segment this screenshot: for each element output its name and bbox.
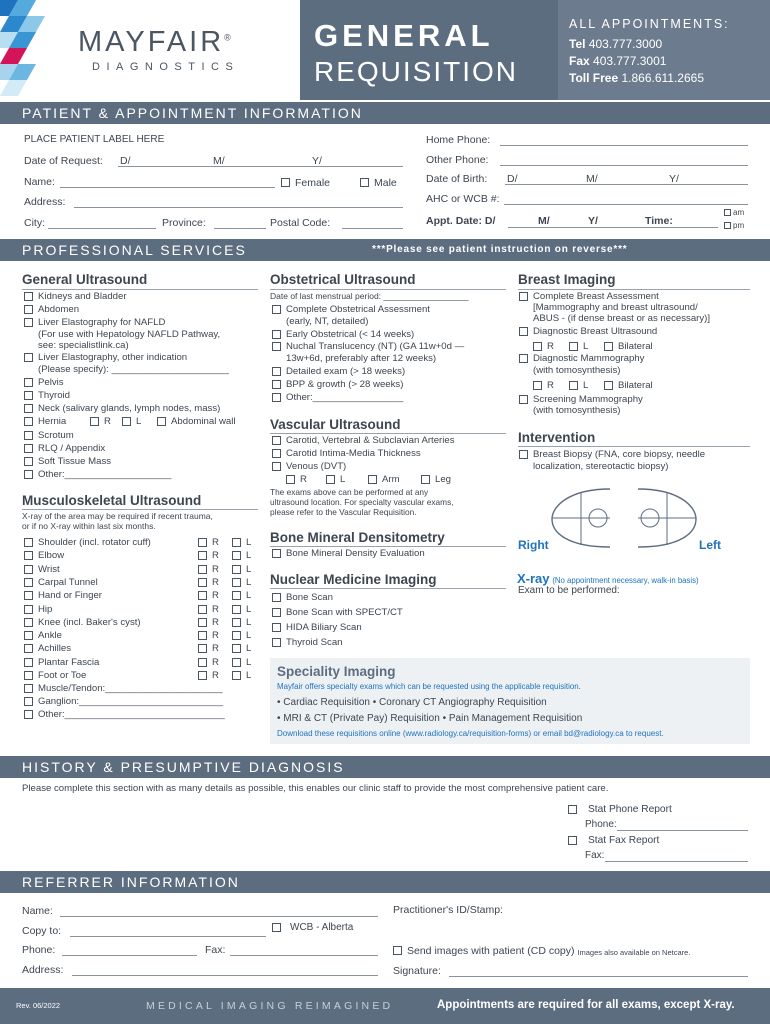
nuchal[interactable]: Nuchal Translucency (NT) (GA 11w+0d — xyxy=(272,341,464,353)
wcb-alberta[interactable]: WCB - Alberta xyxy=(272,922,353,934)
msk-item-l[interactable]: L xyxy=(232,604,251,616)
msk-item[interactable]: Ankle xyxy=(24,630,62,642)
screening-tomo: (with tomosynthesis) xyxy=(533,405,621,416)
hernia-l-checkbox[interactable] xyxy=(122,417,131,426)
early-obstetrical-checkbox[interactable] xyxy=(272,330,281,339)
pelvis[interactable]: Pelvis xyxy=(24,377,64,389)
stat-fax[interactable]: Stat Fax Report xyxy=(568,835,659,847)
breast-biopsy-sub: localization, stereotactic biopsy) xyxy=(533,461,669,472)
bone-scan-checkbox[interactable] xyxy=(272,593,281,602)
place-label: PLACE PATIENT LABEL HERE xyxy=(24,134,165,145)
msk-item-checkbox[interactable] xyxy=(24,671,33,680)
msk-item-l[interactable]: L xyxy=(232,630,251,642)
ref-fax-field[interactable] xyxy=(230,955,378,956)
appt-m: M/ xyxy=(538,215,550,227)
history-text: Please complete this section with as many details as possible, this enables our clinic staff to provide the most comprehensive patient care. xyxy=(22,783,609,794)
venous-r[interactable]: R xyxy=(286,474,307,486)
tel: Tel 403.777.3000 xyxy=(569,37,663,51)
liver-nafld-checkbox[interactable] xyxy=(24,318,33,327)
msk-item-r[interactable]: R xyxy=(198,577,219,589)
screening-mammo[interactable]: Screening Mammography xyxy=(519,394,643,406)
appointments-note: Appointments are required for all exams, except X-ray. xyxy=(437,999,735,1011)
pm-option[interactable]: pm xyxy=(724,221,744,230)
stat-phone-label: Phone: xyxy=(585,819,617,830)
complete-breast-note2: ABUS - (if dense breast or as necessary)] xyxy=(533,313,711,324)
vascular-note2: ultrasound location. For specialty vascular exams, xyxy=(270,497,454,507)
title-requisition: REQUISITION xyxy=(314,56,519,87)
abdominal-wall[interactable]: Abdominal wall xyxy=(157,416,236,428)
history-field[interactable] xyxy=(22,798,562,864)
msk-item[interactable]: Hip xyxy=(24,604,52,616)
date-y: Y/ xyxy=(312,155,322,167)
diag-mammo-bilateral[interactable]: Bilateral xyxy=(604,380,653,392)
msk-l-checkbox[interactable] xyxy=(232,565,241,574)
msk-l-checkbox[interactable] xyxy=(232,631,241,640)
please-specify[interactable]: (Please specify): ______________________ xyxy=(38,364,229,375)
postal-label: Postal Code: xyxy=(270,217,331,229)
address-field[interactable] xyxy=(74,207,403,208)
ahc-label: AHC or WCB #: xyxy=(426,193,500,205)
stat-fax-label: Fax: xyxy=(585,850,605,861)
carotid-vertebral[interactable]: Carotid, Vertebral & Subclavian Arteries xyxy=(272,435,455,447)
bone-spect-checkbox[interactable] xyxy=(272,608,281,617)
hernia-checkbox[interactable] xyxy=(24,417,33,426)
msk-l-checkbox[interactable] xyxy=(232,605,241,614)
thyroid-scan[interactable]: Thyroid Scan xyxy=(272,637,343,649)
kidneys-checkbox[interactable] xyxy=(24,292,33,301)
msk-r-checkbox[interactable] xyxy=(198,644,207,653)
msk-l-checkbox[interactable] xyxy=(232,618,241,627)
ahc-field[interactable] xyxy=(504,204,748,205)
diag-us-r[interactable]: R xyxy=(533,341,554,353)
diag-mammo-l-checkbox[interactable] xyxy=(569,381,578,390)
appt-time-label: Time: xyxy=(645,215,673,227)
appt-date-label: Appt. Date: D/ xyxy=(426,215,496,227)
ref-address-label: Address: xyxy=(22,964,64,976)
msk-item-r[interactable]: R xyxy=(198,564,219,576)
msk-r-checkbox[interactable] xyxy=(198,591,207,600)
signature-field[interactable] xyxy=(449,976,748,977)
diag-us-l[interactable]: L xyxy=(569,341,588,353)
dob-y: Y/ xyxy=(669,173,679,185)
left-label: Left xyxy=(699,538,721,552)
diag-mammo-r-checkbox[interactable] xyxy=(533,381,542,390)
msk-item[interactable]: Plantar Fascia xyxy=(24,657,99,669)
pm-checkbox[interactable] xyxy=(724,222,731,229)
name-field[interactable] xyxy=(60,187,275,188)
title-general: GENERAL xyxy=(314,18,494,53)
hernia-l[interactable]: L xyxy=(122,416,141,428)
xray-title-row: X-ray (No appointment necessary, walk-in basis) xyxy=(517,571,699,586)
breast-biopsy[interactable]: Breast Biopsy (FNA, core biopsy, needle xyxy=(519,449,705,461)
bmd-title: Bone Mineral Densitometry xyxy=(270,530,445,545)
copy-to-label: Copy to: xyxy=(22,925,62,937)
breast-rule xyxy=(518,289,750,290)
venous-l-checkbox[interactable] xyxy=(326,475,335,484)
fax: Fax 403.777.3001 xyxy=(569,54,667,68)
right-label: Right xyxy=(518,538,549,552)
vascular-note1: The exams above can be performed at any xyxy=(270,487,429,497)
msk-item-l[interactable]: L xyxy=(232,643,251,655)
ref-name-label: Name: xyxy=(22,905,53,917)
send-images-checkbox[interactable] xyxy=(393,946,402,955)
complete-breast-note1: [Mammography and breast ultrasound/ xyxy=(533,302,698,313)
patient-bar: PATIENT & APPOINTMENT INFORMATION xyxy=(0,102,770,124)
intervention-title: Intervention xyxy=(518,430,596,445)
header xyxy=(0,0,770,100)
practitioner-stamp[interactable] xyxy=(393,918,748,938)
address-label: Address: xyxy=(24,196,66,208)
dob-m: M/ xyxy=(586,173,598,185)
date-d: D/ xyxy=(120,155,131,167)
bone-scan-spect[interactable]: Bone Scan with SPECT/CT xyxy=(272,607,403,619)
appt-y: Y/ xyxy=(588,215,598,227)
referrer-bar: REFERRER INFORMATION xyxy=(0,871,770,893)
lmp[interactable]: Date of last menstrual period: __________________ xyxy=(270,291,469,301)
hexagon-pattern xyxy=(0,0,70,100)
msk-item[interactable]: Carpal Tunnel xyxy=(24,577,98,589)
province-field[interactable] xyxy=(214,228,266,229)
breast-diagram-left-icon[interactable] xyxy=(634,485,700,551)
obstetrical-other[interactable]: Other:_________________ xyxy=(272,392,403,404)
other-phone-label: Other Phone: xyxy=(426,154,489,166)
msk-other[interactable]: Other:______________________________ xyxy=(24,709,225,721)
nuclear-rule xyxy=(270,588,506,589)
logo-main: MAYFAIR® xyxy=(78,26,234,58)
ref-fax-label: Fax: xyxy=(205,944,226,956)
msk-l-checkbox[interactable] xyxy=(232,658,241,667)
complete-obstetrical[interactable]: Complete Obstetrical Assessment xyxy=(272,304,430,316)
msk-other-checkbox[interactable] xyxy=(24,710,33,719)
bpp-growth[interactable]: BPP & growth (> 28 weeks) xyxy=(272,379,403,391)
msk-note2: or if no X-ray within last six months. xyxy=(22,521,156,531)
msk-r-checkbox[interactable] xyxy=(198,631,207,640)
liver-nafld[interactable]: Liver Elastography for NAFLD xyxy=(24,317,165,329)
diag-mammo-l[interactable]: L xyxy=(569,380,588,392)
obstetrical-title: Obstetrical Ultrasound xyxy=(270,272,416,287)
vascular-title: Vascular Ultrasound xyxy=(270,417,401,432)
diag-mammo-r[interactable]: R xyxy=(533,380,554,392)
diag-mammo[interactable]: Diagnostic Mammography xyxy=(519,353,644,365)
hernia-r-checkbox[interactable] xyxy=(90,417,99,426)
msk-item-r[interactable]: R xyxy=(198,657,219,669)
scrotum[interactable]: Scrotum xyxy=(24,430,74,442)
ref-phone-label: Phone: xyxy=(22,944,56,956)
stat-phone-checkbox[interactable] xyxy=(568,805,577,814)
msk-item-checkbox[interactable] xyxy=(24,618,33,627)
msk-l-checkbox[interactable] xyxy=(232,591,241,600)
venous-l[interactable]: L xyxy=(326,474,345,486)
diag-mammo-tomo: (with tomosynthesis) xyxy=(533,365,621,376)
breast-title: Breast Imaging xyxy=(518,272,616,287)
msk-item-l[interactable]: L xyxy=(232,564,251,576)
logo-sub: DIAGNOSTICS xyxy=(92,61,240,73)
abdomen-checkbox[interactable] xyxy=(24,305,33,314)
professional-bar: PROFESSIONAL SERVICES xyxy=(0,239,770,261)
province-label: Province: xyxy=(162,217,206,229)
carotid-imt[interactable]: Carotid Intima-Media Thickness xyxy=(272,448,421,460)
ref-name-field[interactable] xyxy=(60,916,378,917)
msk-r-checkbox[interactable] xyxy=(198,658,207,667)
nafld-note1: (For use with Hepatology NAFLD Pathway, xyxy=(38,329,221,340)
signature-label: Signature: xyxy=(393,965,441,977)
complete-breast-checkbox[interactable] xyxy=(519,292,528,301)
nuchal-checkbox[interactable] xyxy=(272,342,281,351)
msk-item-l[interactable]: L xyxy=(232,590,251,602)
msk-l-checkbox[interactable] xyxy=(232,644,241,653)
msk-item-r[interactable]: R xyxy=(198,670,219,682)
stat-phone[interactable]: Stat Phone Report xyxy=(568,804,672,816)
carotid-imt-checkbox[interactable] xyxy=(272,449,281,458)
general-us-title: General Ultrasound xyxy=(22,272,148,287)
msk-item-checkbox[interactable] xyxy=(24,578,33,587)
abdomen[interactable]: Abdomen xyxy=(24,304,79,316)
postal-field[interactable] xyxy=(342,228,403,229)
speciality-download[interactable]: Download these requisitions online (www.radiology.ca/requisition-forms) or email bd@radiology.ca to request. xyxy=(277,729,664,738)
home-phone-field[interactable] xyxy=(500,145,748,146)
bmd-checkbox[interactable] xyxy=(272,549,281,558)
msk-item-l[interactable]: L xyxy=(232,617,251,629)
msk-item-l[interactable]: L xyxy=(232,577,251,589)
nuclear-title: Nuclear Medicine Imaging xyxy=(270,572,437,587)
hida-checkbox[interactable] xyxy=(272,623,281,632)
stat-fax-field[interactable] xyxy=(605,861,748,862)
diag-breast-us[interactable]: Diagnostic Breast Ultrasound xyxy=(519,326,657,338)
xray-exam[interactable]: Exam to be performed: xyxy=(518,585,620,596)
nafld-note2: see: specialistlink.ca) xyxy=(38,340,129,351)
msk-title: Musculoskeletal Ultrasound xyxy=(22,493,202,508)
screening-checkbox[interactable] xyxy=(519,395,528,404)
soft-tissue[interactable]: Soft Tissue Mass xyxy=(24,456,111,468)
msk-item-r[interactable]: R xyxy=(198,617,219,629)
soft-tissue-checkbox[interactable] xyxy=(24,457,33,466)
msk-note1: X-ray of the area may be required if recent trauma, xyxy=(22,511,213,521)
hernia-r[interactable]: R xyxy=(90,416,111,428)
complete-breast[interactable]: Complete Breast Assessment xyxy=(519,291,659,303)
arm-checkbox[interactable] xyxy=(368,475,377,484)
msk-item[interactable]: Hand or Finger xyxy=(24,590,102,602)
general-other-checkbox[interactable] xyxy=(24,470,33,479)
city-field[interactable] xyxy=(48,228,156,229)
msk-item-checkbox[interactable] xyxy=(24,644,33,653)
diag-us-bilateral[interactable]: Bilateral xyxy=(604,341,653,353)
msk-item-checkbox[interactable] xyxy=(24,565,33,574)
bpp-checkbox[interactable] xyxy=(272,380,281,389)
thyroid-scan-checkbox[interactable] xyxy=(272,638,281,647)
copy-to-field[interactable] xyxy=(70,936,266,937)
ganglion-checkbox[interactable] xyxy=(24,697,33,706)
appt-date-field[interactable] xyxy=(508,227,718,228)
hida-scan[interactable]: HIDA Biliary Scan xyxy=(272,622,362,634)
breast-diagram-right-icon[interactable] xyxy=(548,485,614,551)
scrotum-checkbox[interactable] xyxy=(24,431,33,440)
dob-d: D/ xyxy=(507,173,518,185)
stat-fax-checkbox[interactable] xyxy=(568,836,577,845)
msk-item[interactable]: Achilles xyxy=(24,643,71,655)
msk-item[interactable]: Shoulder (incl. rotator cuff) xyxy=(24,537,151,549)
date-m: M/ xyxy=(213,155,225,167)
male-option[interactable]: Male xyxy=(360,177,397,189)
msk-l-checkbox[interactable] xyxy=(232,578,241,587)
msk-r-checkbox[interactable] xyxy=(198,605,207,614)
city-label: City: xyxy=(24,217,45,229)
diag-us-bilateral-checkbox[interactable] xyxy=(604,342,613,351)
rev: Rev. 06/2022 xyxy=(16,1001,61,1010)
venous-arm[interactable]: Arm xyxy=(368,474,400,486)
female-option[interactable]: Female xyxy=(281,177,330,189)
detailed-checkbox[interactable] xyxy=(272,367,281,376)
dob-field[interactable] xyxy=(505,184,748,185)
neck-checkbox[interactable] xyxy=(24,404,33,413)
venous-leg[interactable]: Leg xyxy=(421,474,451,486)
ref-phone-field[interactable] xyxy=(62,955,197,956)
msk-r-checkbox[interactable] xyxy=(198,565,207,574)
abdominal-wall-checkbox[interactable] xyxy=(157,417,166,426)
dob-label: Date of Birth: xyxy=(426,173,488,185)
leg-checkbox[interactable] xyxy=(421,475,430,484)
diag-breast-us-checkbox[interactable] xyxy=(519,327,528,336)
toll-free: Toll Free 1.866.611.2665 xyxy=(569,71,704,85)
all-appointments: ALL APPOINTMENTS: xyxy=(569,17,730,31)
msk-r-checkbox[interactable] xyxy=(198,618,207,627)
am-checkbox[interactable] xyxy=(724,209,731,216)
history-bar: HISTORY & PRESUMPTIVE DIAGNOSIS xyxy=(0,756,770,778)
msk-l-checkbox[interactable] xyxy=(232,551,241,560)
carotid-checkbox[interactable] xyxy=(272,436,281,445)
send-images[interactable]: Send images with patient (CD copy) Images also available on Netcare. xyxy=(393,945,690,959)
reverse-note: ***Please see patient instruction on reverse*** xyxy=(372,244,628,255)
msk-item-checkbox[interactable] xyxy=(24,631,33,640)
name-label: Name: xyxy=(24,176,55,188)
msk-item[interactable]: Foot or Toe xyxy=(24,670,86,682)
vascular-note3: please refer to the Vascular Requisition. xyxy=(270,507,417,517)
rlq-checkbox[interactable] xyxy=(24,444,33,453)
nuchal-sub: 13w+6d, preferably after 12 weeks) xyxy=(286,353,437,364)
stat-phone-field[interactable] xyxy=(617,830,748,831)
ganglion[interactable]: Ganglion:___________________________ xyxy=(24,696,223,708)
general-us-rule xyxy=(22,289,258,290)
liver-other[interactable]: Liver Elastography, other indication xyxy=(24,352,187,364)
home-phone-label: Home Phone: xyxy=(426,134,491,146)
intervention-rule xyxy=(518,446,750,447)
venous-r-checkbox[interactable] xyxy=(286,475,295,484)
vascular-rule xyxy=(270,433,506,434)
msk-l-checkbox[interactable] xyxy=(232,538,241,547)
tagline: MEDICAL IMAGING REIMAGINED xyxy=(146,1000,394,1012)
msk-item[interactable]: Elbow xyxy=(24,550,64,562)
msk-item-r[interactable]: R xyxy=(198,537,219,549)
wcb-checkbox[interactable] xyxy=(272,923,281,932)
female-checkbox[interactable] xyxy=(281,178,290,187)
biopsy-checkbox[interactable] xyxy=(519,450,528,459)
practitioner-label: Practitioner's ID/Stamp: xyxy=(393,904,503,916)
msk-item-r[interactable]: R xyxy=(198,630,219,642)
msk-r-checkbox[interactable] xyxy=(198,551,207,560)
diag-mammo-checkbox[interactable] xyxy=(519,354,528,363)
muscle-checkbox[interactable] xyxy=(24,684,33,693)
complete-obstetrical-checkbox[interactable] xyxy=(272,305,281,314)
msk-item-checkbox[interactable] xyxy=(24,658,33,667)
general-other[interactable]: Other:____________________ xyxy=(24,469,171,481)
msk-r-checkbox[interactable] xyxy=(198,671,207,680)
hernia[interactable]: Hernia xyxy=(24,416,66,428)
male-checkbox[interactable] xyxy=(360,178,369,187)
venous-checkbox[interactable] xyxy=(272,462,281,471)
diag-mammo-bilateral-checkbox[interactable] xyxy=(604,381,613,390)
venous-dvt[interactable]: Venous (DVT) xyxy=(272,461,346,473)
bone-scan[interactable]: Bone Scan xyxy=(272,592,333,604)
msk-r-checkbox[interactable] xyxy=(198,538,207,547)
bmd-evaluation[interactable]: Bone Mineral Density Evaluation xyxy=(272,548,425,560)
thyroid-checkbox[interactable] xyxy=(24,391,33,400)
msk-item-l[interactable]: L xyxy=(232,657,251,669)
msk-item[interactable]: Wrist xyxy=(24,564,60,576)
msk-item-checkbox[interactable] xyxy=(24,605,33,614)
pelvis-checkbox[interactable] xyxy=(24,378,33,387)
msk-item-checkbox[interactable] xyxy=(24,538,33,547)
speciality-line1[interactable]: • Cardiac Requisition • Coronary CT Angiography Requisition xyxy=(277,697,547,708)
bmd-rule xyxy=(270,546,506,547)
kidneys-bladder[interactable]: Kidneys and Bladder xyxy=(24,291,127,303)
date-request-label: Date of Request: xyxy=(24,155,103,167)
speciality-line2[interactable]: • MRI & CT (Private Pay) Requisition • Pain Management Requisition xyxy=(277,713,583,724)
rlq-appendix[interactable]: RLQ / Appendix xyxy=(24,443,105,455)
msk-item-checkbox[interactable] xyxy=(24,551,33,560)
am-option[interactable]: am xyxy=(724,208,744,217)
speciality-title: Speciality Imaging xyxy=(277,664,396,679)
ref-address-field[interactable] xyxy=(72,975,378,976)
msk-item-l[interactable]: L xyxy=(232,550,251,562)
date-request-field[interactable] xyxy=(118,166,403,167)
msk-item-r[interactable]: R xyxy=(198,604,219,616)
neck[interactable]: Neck (salivary glands, lymph nodes, mass) xyxy=(24,403,220,415)
obstetrical-other-checkbox[interactable] xyxy=(272,393,281,402)
msk-l-checkbox[interactable] xyxy=(232,671,241,680)
msk-item-checkbox[interactable] xyxy=(24,591,33,600)
other-phone-field[interactable] xyxy=(500,165,748,166)
msk-item[interactable]: Knee (incl. Baker's cyst) xyxy=(24,617,141,629)
msk-r-checkbox[interactable] xyxy=(198,578,207,587)
msk-item-l[interactable]: L xyxy=(232,670,251,682)
speciality-desc: Mayfair offers specialty exams which can be requested using the applicable requisition. xyxy=(277,682,581,691)
thyroid[interactable]: Thyroid xyxy=(24,390,70,402)
msk-item-l[interactable]: L xyxy=(232,537,251,549)
detailed-exam[interactable]: Detailed exam (> 18 weeks) xyxy=(272,366,405,378)
diag-us-r-checkbox[interactable] xyxy=(533,342,542,351)
liver-other-checkbox[interactable] xyxy=(24,353,33,362)
msk-item-r[interactable]: R xyxy=(198,643,219,655)
msk-item-r[interactable]: R xyxy=(198,550,219,562)
muscle-tendon[interactable]: Muscle/Tendon:______________________ xyxy=(24,683,223,695)
early-obstetrical[interactable]: Early Obstetrical (< 14 weeks) xyxy=(272,329,414,341)
diag-us-l-checkbox[interactable] xyxy=(569,342,578,351)
obstetrical-sub1: (early, NT, detailed) xyxy=(286,316,369,327)
msk-item-r[interactable]: R xyxy=(198,590,219,602)
